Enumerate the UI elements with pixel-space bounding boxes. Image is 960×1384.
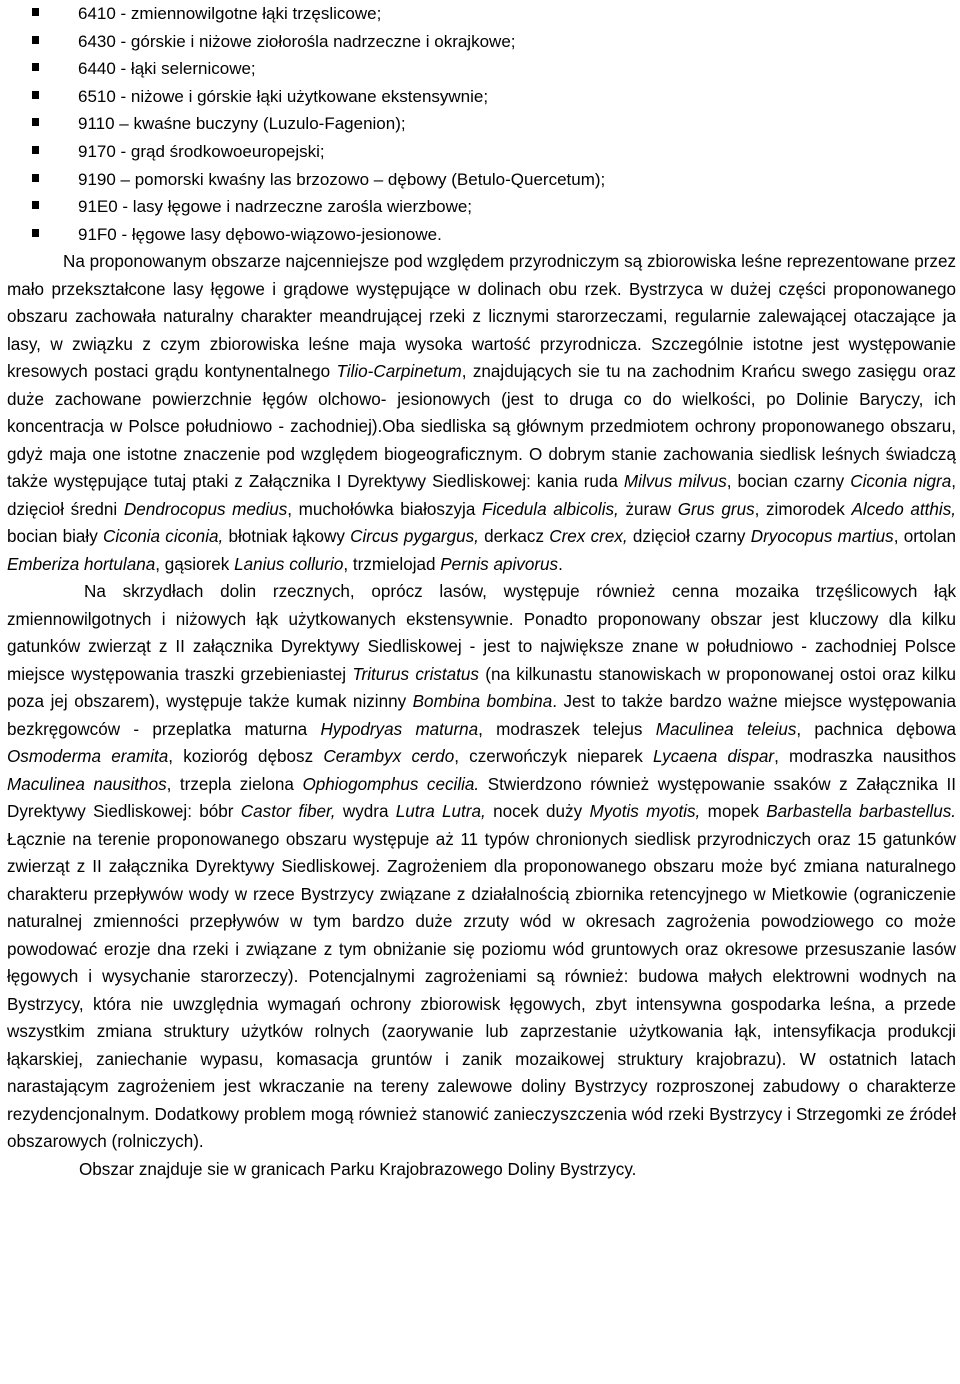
square-bullet-icon <box>32 174 39 182</box>
habitat-list <box>7 0 956 248</box>
square-bullet-icon <box>32 91 39 99</box>
square-bullet-icon <box>32 229 39 237</box>
square-bullet-icon <box>32 201 39 209</box>
list-item: 6510 - niżowe i górskie łąki użytkowane ekstensywnie; <box>7 83 956 111</box>
list-item: 9190 – pomorski kwaśny las brzozowo – dębowy (Betulo-Quercetum); <box>7 166 956 194</box>
list-item: 9110 – kwaśne buczyny (Luzulo-Fagenion); <box>7 110 956 138</box>
square-bullet-icon <box>32 146 39 154</box>
list-item: 6430 - górskie i niżowe ziołorośla nadrzeczne i okrajkowe; <box>7 28 956 56</box>
list-item: 91F0 - łęgowe lasy dębowo-wiązowo-jesionowe. <box>7 221 956 249</box>
list-item: 6410 - zmiennowilgotne łąki trzęslicowe; <box>7 0 956 28</box>
square-bullet-icon <box>32 8 39 16</box>
list-item: 91E0 - lasy łęgowe i nadrzeczne zarośla wierzbowe; <box>7 193 956 221</box>
square-bullet-icon <box>32 63 39 71</box>
list-item: 6440 - łąki selernicowe; <box>7 55 956 83</box>
paragraph-meadows-and-threats: Na skrzydłach dolin rzecznych, oprócz lasów, występuje również cenna mozaika trzęślicowych łąk zmiennowilgotnych i niżowych łąk użytkowanych ekstensywnie. Ponadto proponowany obszar jest kluczowy dla kilku gatunków zwierząt z II załącznika Dyrektywy Siedliskowej - jest to największe znane w południowo - zachodniej Polsce miejsce występowania traszki grzebieniastej Triturus cristatus (na kilkunastu stanowiskach w proponowanej ostoi oraz kilku poza jej obszarem), występuje także kumak nizinny Bombina bombina. Jest to także bardzo ważne miejsce występowania bezkręgowców - przeplatka maturna Hypodryas maturna, modraszek telejus Maculinea teleius, pachnica dębowa Osmoderma eramita, kozioróg dębosz Cerambyx cerdo, czerwończyk nieparek Lycaena dispar, modraszka nausithos Maculinea nausithos, trzepla zielona Ophiogomphus cecilia. Stwierdzono również występowanie ssaków z Załącznika II Dyrektywy Siedliskowej: bóbr Castor fiber, wydra Lutra Lutra, nocek duży Myotis myotis, mopek Barbastella barbastellus. Łącznie na terenie proponowanego obszaru występuje aż 11 typów chronionych siedlisk przyrodniczych oraz 15 gatunków zwierząt z II załącznika Dyrektywy Siedliskowej. Zagrożeniem dla proponowanego obszaru może być zmiana naturalnego charakteru przepływów wody w rzece Bystrzycy związane z działalnością zbiornika retencyjnego w Mietkowie (ograniczenie naturalnej zmienności przepływów w tym bardzo duże zrzuty wód w okresach zagrożenia powodziowego co może powodować erozje dna rzeki i związane z tym obniżanie się poziomu wód gruntowych oraz okresowe przesuszanie lasów łęgowych i wysychanie starorzeczy). Potencjalnymi zagrożeniami są również: budowa małych elektrowni wodnych na Bystrzycy, która nie uwzględnia wymagań ochrony zbiorowisk łęgowych, zbyt intensywna gospodarka leśna, a przede wszystkim zmiana struktury użytków rolnych (zaorywanie lub zaprzestanie użytkowania łąk, intensyfikacja produkcji łąkarskiej, zaniechanie wypasu, komasacja gruntów i zanik mozaikowej struktury krajobrazu). W ostatnich latach narastającym zagrożeniem jest wkraczanie na tereny zalewowe doliny Bystrzycy rozproszonej zabudowy o charakterze rezydencjonalnym. Dodatkowy problem mogą również stanowić zanieczyszczenia wód rzeki Bystrzycy i Strzegomki ze źródeł obszarowych (rolniczych). <box>7 582 957 1152</box>
document-page <box>7 0 956 1183</box>
closing-line: Obszar znajduje sie w granicach Parku Krajobrazowego Doliny Bystrzycy. <box>79 1159 637 1179</box>
square-bullet-icon <box>32 36 39 44</box>
paragraph-forest-communities: Na proponowanym obszarze najcenniejsze pod względem przyrodniczym są zbiorowiska leśne reprezentowane przez mało przekształcone lasy łęgowe i grądowe występujące w dolinach obu rzek. Bystrzyca w dużej części proponowanego obszaru zachowała naturalny charakter meandrującej rzeki z licznymi starorzeczami, regularnie zalewającej otaczające ja lasy, w związku z czym zbiorowiska leśne maja wysoka wartość przyrodnicza. Szczególnie istotne jest występowanie kresowych postaci grądu kontynentalnego Tilio-Carpinetum, znajdujących sie tu na zachodnim Krańcu swego zasięgu oraz duże zachowane powierzchnie łęgów olchowo- jesionowych (jest to druga co do wielkości, po Dolinie Baryczy, ich koncentracja w Polsce południowo - zachodniej).Oba siedliska są głównym przedmiotem ochrony proponowanego obszaru, gdyż maja one istotne znaczenie pod względem biogeograficznym. O dobrym stanie zachowania siedlisk leśnych świadczą także występujące tutaj ptaki z Załącznika I Dyrektywy Siedliskowej: kania ruda Milvus milvus, bocian czarny Ciconia nigra, dzięcioł średni Dendrocopus medius, muchołówka białoszyja Ficedula albicolis, żuraw Grus grus, zimorodek Alcedo atthis, bocian biały Ciconia ciconia, błotniak łąkowy Circus pygargus, derkacz Crex crex, dzięcioł czarny Dryocopus martius, ortolan Emberiza hortulana, gąsiorek Lanius collurio, trzmielojad Pernis apivorus. <box>7 252 957 574</box>
square-bullet-icon <box>32 118 39 126</box>
list-item: 9170 - grąd środkowoeuropejski; <box>7 138 956 166</box>
